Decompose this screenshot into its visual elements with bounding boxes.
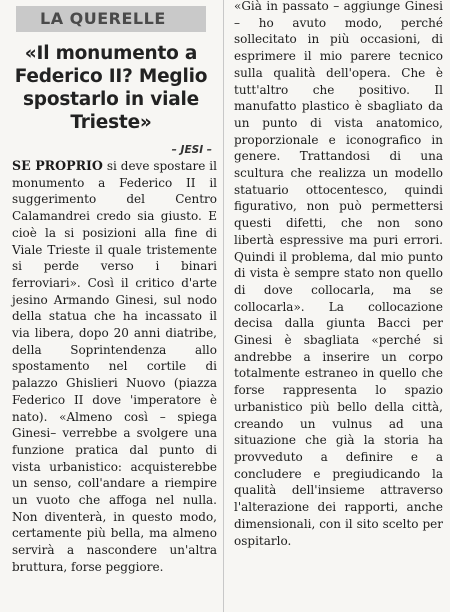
right-column <box>228 0 448 612</box>
section-kicker: LA QUERELLE <box>16 6 206 32</box>
body-text-right-2: La collocazione decisa dalla giunta Bacci per Ginesi è sbagliata «perché si andrebbe a inserire un corpo totalmente estraneo in quello che forse rappresenta lo spazio urbanistico più bello della città, creando un vulnus ad una situazione che già la storia ha provveduto a definire e a concludere e pregiudicando la qualità dell'insieme attraverso l'alterazione dei rapporti, anche dimensionali, con il sito scelto per ospitarlo. <box>234 299 443 548</box>
article-dateline: – JESI – <box>171 144 212 156</box>
article-body-right <box>234 0 443 549</box>
body-text-left: si deve spostare il monumento a Federico II il suggerimento del Centro Calamandrei credo sia giusto. E cioè la si posizioni alla fine di Viale Trieste il quale tristemente si perde verso i binari ferroviari». Così il critico d'arte jesino Armando Ginesi, sul nodo della statua che ha incassato il via libera, dopo 20 anni diatribe, della Soprintendenza allo spostamento nel cortile di palazzo Ghislieri Nuovo (piazza Federico II dove 'imperatore è nato). «Almeno così – spiega Ginesi– verrebbe a svolgere una funzione pratica dal punto di vista urbanistico: acquisterebbe un senso, coll'andare a riempire un vuoto che affoga nel nulla. Non diventerà, in questo modo, certamente più bella, ma almeno servirà a nascondere un'altra bruttura, forse peggiore. <box>12 159 217 574</box>
left-column <box>2 0 220 612</box>
lead-words: SE PROPRIO <box>12 158 103 173</box>
article-headline: «Il monumento a Federico II? Meglio spostarlo in viale Trieste» <box>14 43 208 133</box>
column-divider <box>223 0 224 612</box>
article-body-left <box>12 158 217 576</box>
body-text-right-1: «Già in passato – aggiunge Ginesi – ho avuto modo, perché sollecitato in più occasioni, di esprimere il mio parere tecnico sulla qualità dell'opera. Che è tutt'altro che positivo. Il manufatto plastico è sbagliato da un punto di vista anatomico, proporzionale e iconografico in genere. Trattandosi di una scultura che realizza un modello statuario ottocentesco, quindi figurativo, non può permettersi questi difetti, che non sono libertà espressive ma puri errori. Quindi il problema, dal mio punto di vista è sempre stato non quello di dove collocarla, ma se collocarla». <box>234 0 443 314</box>
